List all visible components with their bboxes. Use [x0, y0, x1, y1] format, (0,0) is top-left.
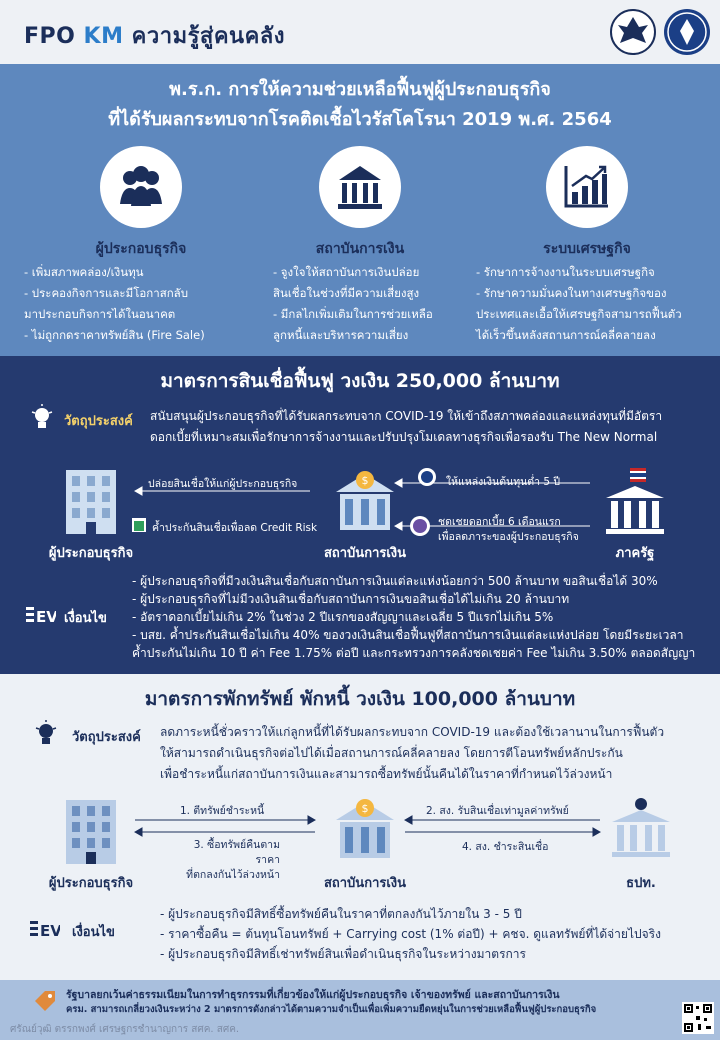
list-item: - ผู้ประกอบธุรกิจที่มีวงเงินสินเชื่อกับสถาบันการเงินแต่ละแห่งน้อยกว่า 500 ล้านบาท ขอสินเชื่อได้ 30% — [132, 574, 658, 588]
arrow-label-lend: ปล่อยสินเชื่อให้แก่ผู้ประกอบธุรกิจ — [148, 478, 298, 490]
conditions-list — [132, 572, 712, 662]
brand-km: KM — [83, 24, 124, 49]
objective-label: วัตถุประสงค์ — [72, 730, 141, 745]
list-item: มาประกอบกิจการได้ในอนาคต — [24, 307, 176, 321]
column-heading-bank: สถาบันการเงิน — [315, 241, 405, 257]
objective-line: ลดภาระหนี้ชั่วคราวให้แก่ลูกหนี้ที่ได้รับผลกระทบจาก COVID-19 และต้องใช้เวลานานในการฟื้นตัว — [160, 725, 665, 739]
qr-code-icon[interactable] — [682, 1002, 714, 1034]
column-heading-economy: ระบบเศรษฐกิจ — [543, 241, 631, 257]
column-heading-business: ผู้ประกอบธุรกิจ — [95, 241, 187, 257]
list-item: - ราคาซื้อคืน = ต้นทุนโอนทรัพย์ + Carrying cost (1% ต่อปี) + คชจ. ดูแลทรัพย์ที่ได้จ่ายไปจริง — [160, 927, 661, 941]
list-item: - มีกลไกเพิ่มเติมในการช่วยเหลือ — [273, 307, 433, 321]
section-title: มาตรการพักทรัพย์ พักหนี้ วงเงิน 100,000 ล้านบาท — [144, 688, 576, 710]
list-item: - อัตราดอกเบี้ยไม่เกิน 2% ในช่วง 2 ปีแรกของสัญญาและเฉลี่ย 5 ปีแรกไม่เกิน 5% — [132, 610, 554, 624]
list-item: สินเชื่อในช่วงที่มีความเสี่ยงสูง — [273, 286, 420, 300]
bank-icon — [319, 146, 401, 228]
list-item: - เพิ่มสภาพคล่อง/เงินทุน — [24, 265, 144, 279]
mof-logo-icon — [410, 516, 430, 536]
list-item: ได้เร็วขึ้นหลังสถานการณ์คลี่คลายลง — [476, 328, 656, 342]
svg-text:$: $ — [361, 474, 369, 487]
node-bank: สถาบันการเงิน — [323, 876, 407, 891]
arrow-label-line: 3. ซื้อทรัพย์คืนตามราคา — [193, 839, 280, 866]
decree-title-line1: พ.ร.ก. การให้ความช่วยเหลือฟื้นฟูผู้ประกอบธุรกิจ — [169, 79, 551, 100]
list-item: - ไม่ถูกกดราคาทรัพย์สิน (Fire Sale) — [24, 328, 205, 342]
recovery-loan-section — [0, 356, 720, 674]
list-item: ค้ำประกันไม่เกิน 10 ปี ค่า Fee 1.75% ต่อปี และกระทรวงการคลังชดเชยค่า Fee ไม่เกิน 3.50% ตลอดสัญญา — [132, 646, 696, 660]
conditions-list — [160, 904, 712, 964]
bot-logo-icon — [418, 468, 436, 486]
list-item: - ผู้ประกอบธุรกิจที่ไม่มีวงเงินสินเชื่อกับสถาบันการเงินขอสินเชื่อได้ไม่เกิน 20 ล้านบาท — [132, 592, 570, 606]
list-item: - ประคองกิจการและมีโอกาสกลับ — [24, 286, 189, 300]
footer-credit: ศรัณย์วุฒิ ตรรกพงศ์ เศรษฐกรชำนาญการ สศค. สศค. — [10, 1024, 240, 1035]
arrow-label-interest — [438, 515, 579, 545]
objective-label: วัตถุประสงค์ — [64, 414, 133, 429]
decree-title-line2: ที่ได้รับผลกระทบจากโรคติดเชื้อไวรัสโคโรนา 2019 พ.ศ. 2564 — [108, 109, 612, 130]
arrow-label-line: ที่ตกลงกันไว้ล่วงหน้า — [186, 869, 280, 881]
node-government: ภาครัฐ — [615, 546, 655, 561]
list-item: - รักษาการจ้างงานในระบบเศรษฐกิจ — [476, 265, 655, 279]
footer-line-1: รัฐบาลยกเว้นค่าธรรมเนียมในการทำธุรกรรมที่เกี่ยวข้องให้แก่ผู้ประกอบธุรกิจ เจ้าของทรัพย์ และสถาบันการเงิน — [66, 989, 560, 1001]
header-bar — [0, 0, 720, 64]
column-items-business — [24, 262, 229, 346]
footer — [0, 980, 720, 1040]
people-icon — [100, 146, 182, 228]
conditions-icon — [30, 920, 60, 938]
objective-line: ให้สามารถดำเนินธุรกิจต่อไปได้เมื่อสถานการณ์คลี่คลายลง โดยการตีโอนทรัพย์หลักประกัน — [160, 746, 623, 760]
list-item: - บสย. ค้ำประกันสินเชื่อไม่เกิน 40% ของวงเงินสินเชื่อฟื้นฟูที่สถาบันการเงินแต่ละแห่งปล่อย โดยมีระยะเวลา — [132, 628, 684, 642]
column-items-economy — [476, 262, 714, 346]
section-title: มาตรการสินเชื่อฟื้นฟู วงเงิน 250,000 ล้านบาท — [160, 370, 560, 392]
arrow-label-step2: 2. สง. รับสินเชื่อเท่ามูลค่าทรัพย์ — [426, 805, 569, 817]
footer-line-2: ครม. สามารถเกลี่ยวงเงินระหว่าง 2 มาตรการดังกล่าวได้ตามความจำเป็นเพื่อเพิ่มความยืดหยุ่นในการช่วยเหลือฟื้นฟูผู้ประกอบธุรกิจ — [66, 1004, 597, 1015]
list-item: ประเทศและเอื้อให้เศรษฐกิจสามารถฟื้นตัว — [476, 307, 682, 321]
list-item: - รักษาความมั่นคงในทางเศรษฐกิจของ — [476, 286, 667, 300]
ministry-seal-icon — [664, 9, 710, 55]
arrow-label-funding: ให้แหล่งเงินต้นทุนต่ำ 5 ปี — [446, 476, 561, 488]
svg-text:EV: EV — [40, 922, 60, 938]
growth-chart-icon — [546, 146, 628, 228]
node-business: ผู้ประกอบธุรกิจ — [48, 876, 134, 891]
brand-title — [24, 18, 285, 53]
brand-prefix: FPO — [24, 24, 76, 49]
price-tag-icon — [32, 988, 58, 1014]
arrow-label-line: ชดเชยดอกเบี้ย 6 เดือนแรก — [438, 516, 561, 528]
conditions-label: เงื่อนไข — [72, 925, 115, 940]
arrow-label-step1: 1. ตีทรัพย์ชำระหนี้ — [180, 805, 265, 817]
column-items-bank — [273, 262, 478, 346]
list-item: - จูงใจให้สถาบันการเงินปล่อย — [273, 265, 420, 279]
node-bank: สถาบันการเงิน — [323, 546, 407, 561]
list-item: - ผู้ประกอบธุรกิจมีสิทธิ์ซื้อทรัพย์คืนในราคาที่ตกลงกันไว้ภายใน 3 - 5 ปี — [160, 907, 522, 921]
asset-warehousing-section — [0, 674, 720, 980]
list-item: - ผู้ประกอบธุรกิจมีสิทธิ์เช่าทรัพย์สินเพื่อดำเนินธุรกิจในระหว่างมาตรการ — [160, 947, 526, 961]
objective-line: ดอกเบี้ยที่เหมาะสมเพื่อรักษาการจ้างงานและปรับปรุงโมเดลทางธุรกิจเพื่อรองรับ The New Normal — [150, 430, 658, 444]
list-item: ลูกหนี้และบริหารความเสี่ยง — [273, 328, 409, 342]
objective-line: สนับสนุนผู้ประกอบธุรกิจที่ได้รับผลกระทบจาก COVID-19 ให้เข้าถึงสภาพคล่องและแหล่งทุนที่มีอัตรา — [150, 409, 663, 423]
brand-suffix: ความรู้สู่คนคลัง — [131, 24, 286, 49]
conditions-icon — [26, 606, 56, 624]
garuda-emblem-icon — [610, 9, 656, 55]
conditions-label: เงื่อนไข — [64, 611, 107, 626]
arrow-label-step4: 4. สง. ชำระสินเชื่อ — [462, 841, 549, 853]
svg-text:$: $ — [361, 802, 369, 815]
decree-overview-section — [0, 64, 720, 356]
node-bot: ธปท. — [626, 876, 656, 891]
arrow-label-guarantee: ค้ำประกันสินเชื่อเพื่อลด Credit Risk — [152, 522, 318, 534]
arrow-label-step3 — [170, 838, 280, 883]
svg-text:EV: EV — [36, 608, 56, 624]
tcg-logo-icon — [132, 518, 146, 532]
arrow-label-line: เพื่อลดภาระของผู้ประกอบธุรกิจ — [438, 531, 579, 543]
objective-line: เพื่อชำระหนี้แก่สถาบันการเงินและสามารถซื้อทรัพย์นั้นคืนได้ในราคาที่กำหนดไว้ล่วงหน้า — [160, 767, 613, 781]
node-business: ผู้ประกอบธุรกิจ — [48, 546, 134, 561]
